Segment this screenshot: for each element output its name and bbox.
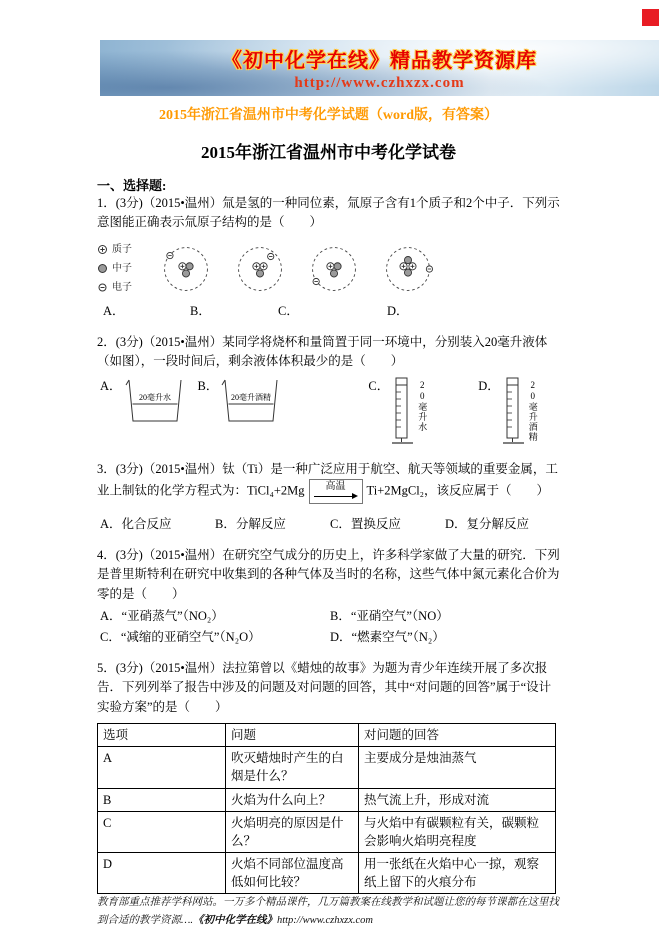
option-c: C．“减缩的亚硝空气”（N₂O）: [100, 630, 261, 644]
reaction-condition: 高温: [325, 480, 346, 492]
table-row: [98, 747, 556, 788]
q2-item-c: [368, 376, 426, 446]
site-banner-title: 《初中化学在线》精品教学资源库: [222, 50, 537, 72]
doc-title: 2015年浙江省温州市中考化学试卷: [201, 143, 456, 162]
option-label-c: C．: [278, 303, 299, 318]
site-banner: [100, 40, 659, 96]
legend-neutron: [97, 259, 155, 278]
option-label-c: C．: [368, 378, 390, 393]
question-1-figure: [97, 239, 560, 299]
option-label-a: A．: [100, 378, 122, 393]
footer-text: 教育部重点推荐学科网站。一万多个精品课件，几万篇教案在线教学和试题让您的每节课都在这里找到合适的教学资源….: [97, 897, 559, 926]
cell-answer: 与火焰中有碳颗粒有关，碳颗粒会影响火焰明亮程度: [359, 811, 556, 852]
q2-item-a: [100, 376, 186, 428]
beaker-water-diagram: [124, 376, 186, 428]
option-label-b: B．: [190, 303, 211, 318]
question-5-table: [97, 723, 556, 894]
question-4: [97, 546, 560, 645]
legend-proton-label: 质子: [112, 244, 132, 256]
equation-left: TiCl₄+2Mg: [247, 483, 305, 498]
header-question: 问题: [226, 724, 359, 747]
cell-answer: 主要成分是烛油蒸气: [359, 747, 556, 788]
cell-question: 吹灭蜡烛时产生的白烟是什么？: [226, 747, 359, 788]
corner-red-marker: [642, 9, 659, 26]
legend-proton: [97, 240, 155, 259]
beaker-alcohol-diagram: [220, 376, 282, 428]
option-label-d: D．: [387, 303, 409, 318]
option-b: B．“亚硝空气”（NO）: [330, 609, 449, 623]
question-5: [97, 659, 560, 894]
cylinder-water-caption: 20毫升水: [417, 379, 428, 432]
cell-question: 火焰明亮的原因是什么？: [226, 811, 359, 852]
table-row: [98, 852, 556, 893]
particle-legend: [97, 240, 155, 297]
electron-icon: [97, 282, 108, 293]
svg-text:20毫升水: 20毫升水: [138, 392, 171, 402]
reaction-condition-arrow: [309, 479, 363, 504]
reaction-arrow-icon: [314, 493, 358, 501]
cell-answer: 用一张纸在火焰中心一掠，观察纸上留下的火痕分布: [359, 852, 556, 893]
header-option: 选项: [98, 724, 226, 747]
cell-option: B: [98, 788, 226, 811]
question-3-text: 3．(3分)（2015•温州）钛（Ti）是一种广泛应用于航空、航天等领域的重要金属，工业上制钛的化学方程式为：TiCl₄+2Mg 高温 Ti+2MgCl₂，该反应属于（ ）: [97, 460, 560, 504]
legend-electron: [97, 278, 155, 297]
cell-answer: 热气流上升，形成对流: [359, 788, 556, 811]
legend-neutron-label: 中子: [112, 263, 132, 275]
question-2-text: 2．(3分)（2015•温州）某同学将烧杯和量筒置于同一环境中，分别装入20毫升液体（如图），一段时间后，剩余液体体积最少的是（ ）: [97, 334, 548, 369]
option-a: A．化合反应: [100, 516, 172, 531]
q2-item-d: [478, 376, 537, 446]
cylinder-alcohol-caption: 20毫升酒精: [527, 379, 538, 442]
equation-right: Ti+2MgCl₂: [366, 483, 425, 498]
atom-diagrams: [161, 239, 433, 299]
question-1: [97, 194, 560, 319]
option-label-b: B．: [197, 378, 219, 393]
question-3-options: [97, 514, 560, 532]
cylinder-alcohol-diagram: [502, 376, 526, 446]
cell-question: 火焰不同部位温度高低如何比较？: [226, 852, 359, 893]
option-c: C．置换反应: [330, 516, 401, 531]
site-banner-url: http://www.czhxzx.com: [294, 75, 465, 91]
table-row: [98, 811, 556, 852]
question-3: [97, 460, 560, 532]
option-d: D．复分解反应: [445, 516, 530, 531]
doc-subtitle: 2015年浙江省温州市中考化学试题（word版，有答案）: [158, 108, 499, 123]
question-2-figure: [97, 376, 560, 446]
cylinder-water-diagram: [391, 376, 415, 446]
legend-electron-label: 电子: [112, 282, 132, 294]
option-label-a: A．: [103, 303, 125, 318]
header-answer: 对问题的回答: [359, 724, 556, 747]
table-row: [98, 788, 556, 811]
cell-option: C: [98, 811, 226, 852]
footer-url: http://www.czhxzx.com: [276, 914, 374, 926]
q2-item-b: [198, 376, 283, 428]
section-heading: 一、选择题:: [97, 178, 167, 193]
proton-icon: [97, 244, 108, 255]
option-label-d: D．: [478, 378, 500, 393]
cell-question: 火焰为什么向上？: [226, 788, 359, 811]
option-b: B．分解反应: [215, 516, 286, 531]
atom-diagram-b: [235, 239, 285, 299]
question-1-text: 1．(3分)（2015•温州）氚是氢的一种同位素，氚原子含有1个质子和2个中子．下列示意图能正确表示氚原子结构的是（ ）: [97, 196, 560, 230]
cell-option: A: [98, 747, 226, 788]
question-2: [97, 333, 560, 446]
option-d: D．“燃素空气”（N₂）: [330, 630, 445, 644]
table-header-row: [98, 724, 556, 747]
svg-text:20毫升酒精: 20毫升酒精: [231, 392, 272, 402]
footer-site-name: 《初中化学在线》: [192, 914, 277, 926]
option-a: A．“亚硝蒸气”（NO₂）: [100, 609, 224, 623]
atom-diagram-a: [161, 239, 211, 299]
document-content: [97, 100, 560, 930]
atom-diagram-c: [309, 239, 359, 299]
atom-diagram-d: [383, 239, 433, 299]
question-1-option-labels: [97, 301, 560, 319]
question-4-options: [97, 606, 560, 645]
footer-note: [97, 894, 560, 930]
neutron-icon: [97, 263, 108, 274]
question-4-text: 4．(3分)（2015•温州）在研究空气成分的历史上，许多科学家做了大量的研究．下列是普里斯特利在研究中收集到的各种气体及当时的名称，这些气体中氮元素化合价为零的是（ ）: [97, 547, 560, 601]
question-5-text: 5．(3分)（2015•温州）法拉第曾以《蜡烛的故事》为题为青少年连续开展了多次报告．下列列举了报告中涉及的问题及对问题的回答，其中“对问题的回答”属于“设计实验方案”的是（ ）: [97, 661, 552, 714]
cell-option: D: [98, 852, 226, 893]
